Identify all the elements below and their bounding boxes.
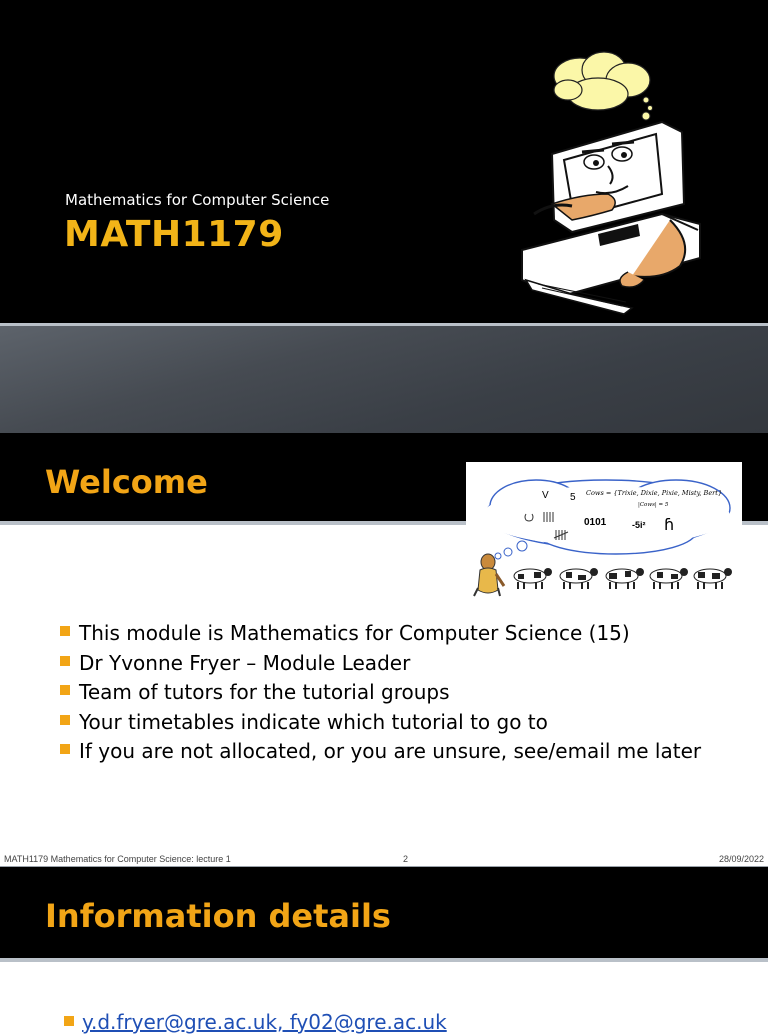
math-thought-cloud-illustration (466, 462, 742, 600)
title-gradient-band (0, 326, 768, 433)
list-item (58, 619, 738, 649)
slide-footer (0, 852, 768, 867)
bullet-text: This module is Mathematics for Computer Science (15) (79, 621, 630, 645)
binary-number: 0101 (584, 517, 607, 528)
bullet-text: Dr Yvonne Fryer – Module Leader (79, 650, 411, 675)
footer-course: MATH1179 Mathematics for Computer Science: lecture 1 (4, 854, 231, 864)
welcome-heading: Welcome (45, 463, 208, 501)
bullet-square-icon (64, 1016, 74, 1026)
complex-number: -5i² (632, 520, 646, 530)
list-item (58, 708, 738, 738)
bullet-square-icon (60, 715, 70, 725)
slide-subtitle: Mathematics for Computer Science (65, 191, 330, 209)
cows-set: Cows = {Trixie, Dixie, Pixie, Misty, Bert} (586, 489, 723, 497)
title-slide (0, 0, 768, 323)
bullet-square-icon (60, 656, 70, 666)
footer-page-number: 2 (403, 854, 409, 864)
information-separator (0, 958, 768, 962)
bullet-square-icon (60, 744, 70, 754)
symbol-five: 5 (570, 492, 576, 503)
information-header (0, 867, 768, 958)
list-item (58, 649, 738, 679)
symbol-v: V (542, 490, 549, 501)
bullet-text: Your timetables indicate which tutorial to go to (79, 709, 548, 734)
welcome-bullet-list (58, 619, 738, 767)
cows-cardinality: |Cows| = 5 (638, 502, 669, 508)
information-heading: Information details (45, 897, 391, 935)
bullet-square-icon (60, 685, 70, 695)
footer-date: 28/09/2022 (718, 854, 764, 864)
list-item (58, 678, 738, 708)
bullet-square-icon (60, 626, 70, 636)
email-link[interactable]: y.d.fryer@gre.ac.uk, fy02@gre.ac.uk (82, 1010, 447, 1034)
glyph-symbol: ɦ (664, 515, 675, 534)
bullet-text: Team of tutors for the tutorial groups (79, 680, 450, 704)
list-item (58, 737, 738, 767)
slide-title: MATH1179 (64, 214, 284, 255)
thinking-computer-illustration (512, 44, 712, 320)
bullet-text: If you are not allocated, or you are unsure, see/email me later (79, 739, 702, 763)
